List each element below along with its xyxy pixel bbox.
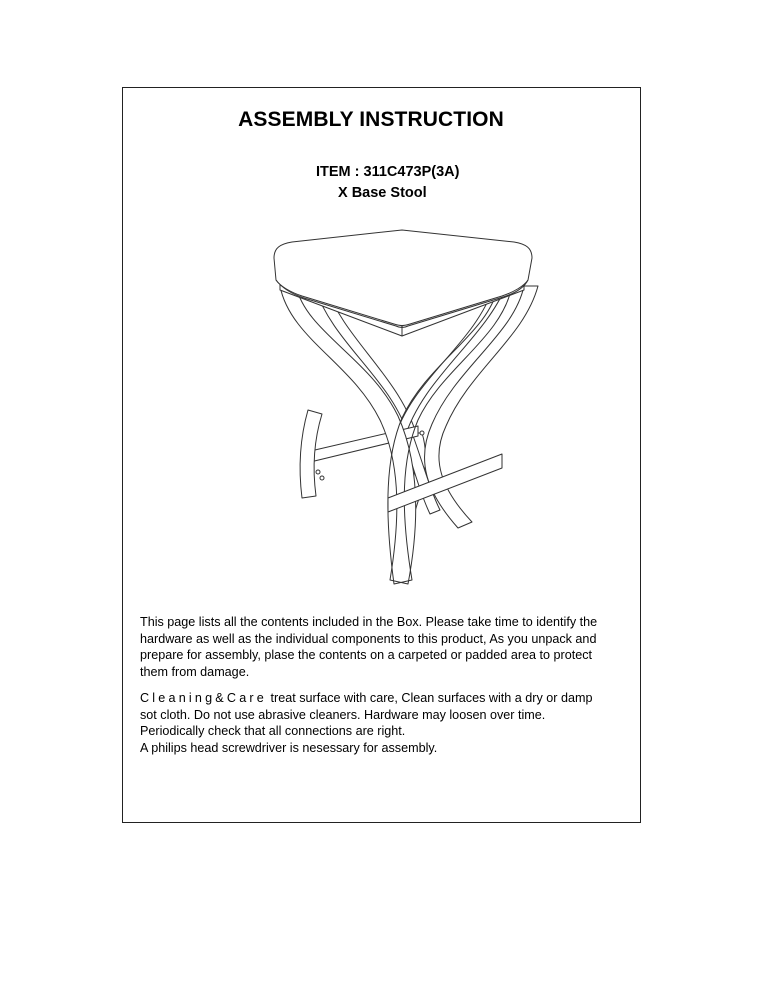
intro-line: prepare for assembly, plase the contents on a carpeted or padded area to protect [140, 648, 593, 662]
screw-hole [316, 470, 320, 474]
intro-line: This page lists all the contents included in the Box. Please take time to identify the [140, 615, 598, 629]
stool-illustration [262, 228, 542, 596]
intro-line: hardware as well as the individual components to this product, As you unpack and [140, 631, 597, 646]
product-name: X Base Stool [338, 185, 427, 201]
care-heading: Cleaning&Care [140, 691, 268, 705]
intro-line: them from damage. [140, 664, 250, 679]
intro-paragraph [140, 614, 640, 680]
care-line: A philips head screwdriver is nesessary for assembly. [140, 740, 438, 755]
document-title: ASSEMBLY INSTRUCTION [238, 108, 504, 131]
screw-hole [420, 431, 424, 435]
seat-top [274, 230, 532, 326]
screw-hole [320, 476, 324, 480]
care-line: treat surface with care, Clean surfaces with a dry or damp [267, 691, 593, 705]
care-line: Periodically check that all connections are right. [140, 724, 406, 738]
care-paragraph [140, 690, 640, 756]
item-number: ITEM : 311C473P(3A) [316, 164, 460, 180]
care-line: sot cloth. Do not use abrasive cleaners. Hardware may loosen over time. [140, 707, 546, 722]
